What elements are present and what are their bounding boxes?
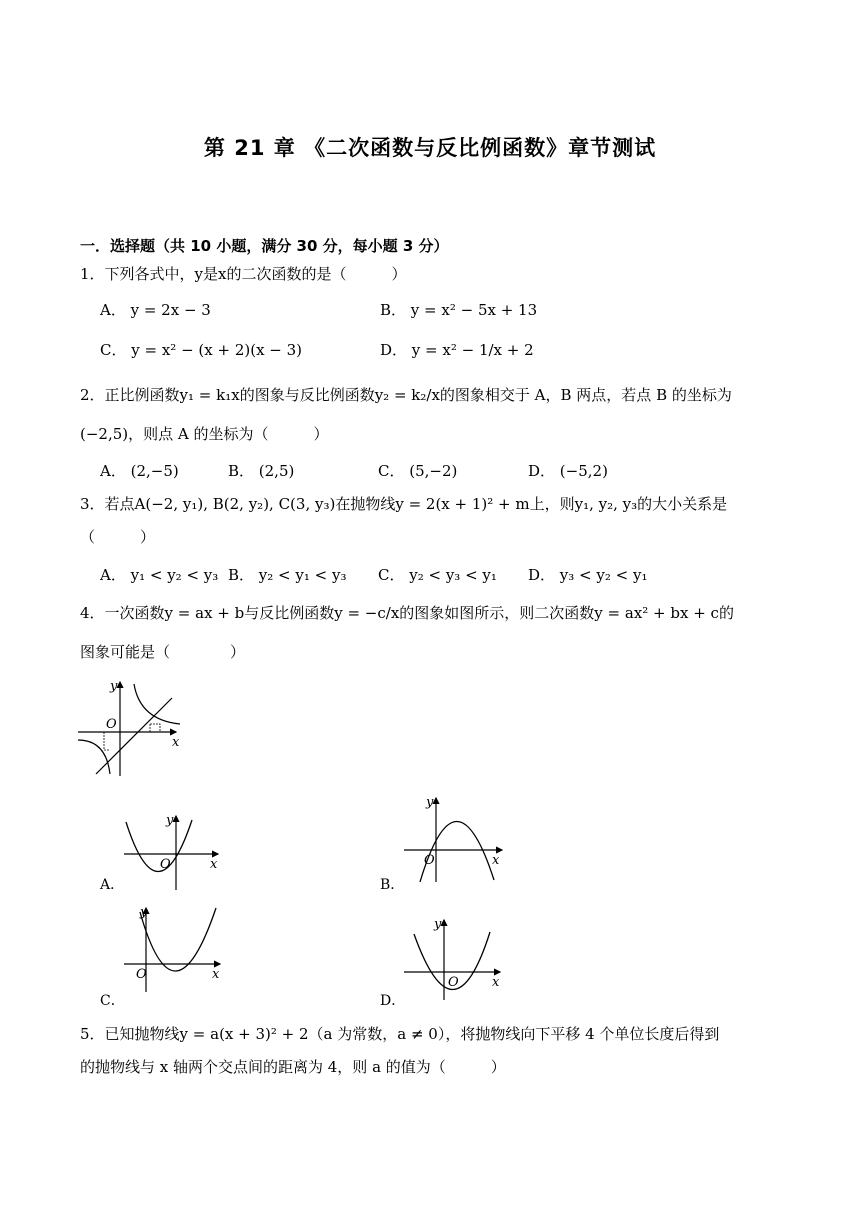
q3-stem-line1: 3．若点A(−2, y₁), B(2, y₂), C(3, y₃)在抛物线y = 2(x + 1)² + m上，则y₁, y₂, y₃的大小关系是 bbox=[80, 495, 728, 513]
page-title: 第 21 章 《二次函数与反比例函数》章节测试 bbox=[203, 136, 657, 160]
svg-text:x: x bbox=[492, 975, 500, 990]
q2-option-a: A． (2,−5) bbox=[100, 462, 179, 480]
q3-option-d: D． y₃ < y₂ < y₁ bbox=[528, 566, 648, 584]
q2-option-d: D． (−5,2) bbox=[528, 462, 608, 480]
q3-option-c: C． y₂ < y₃ < y₁ bbox=[378, 566, 497, 584]
line-graph bbox=[96, 698, 172, 774]
svg-text:y: y bbox=[426, 795, 434, 810]
parabola bbox=[420, 821, 494, 882]
svg-text:x: x bbox=[492, 853, 500, 868]
parabola bbox=[140, 908, 216, 971]
x-axis-label: x bbox=[172, 735, 180, 750]
q4-label-b: B． bbox=[380, 877, 405, 893]
q4-label-a: A． bbox=[100, 877, 125, 893]
svg-text:x: x bbox=[212, 967, 220, 982]
q4-stem-line1: 4．一次函数y = ax + b与反比例函数y = −c/x的图象如图所示，则二次函数y = ax² + bx + c的 bbox=[80, 604, 734, 622]
q4-option-b-graph bbox=[400, 792, 510, 884]
y-axis-label: y bbox=[110, 679, 118, 694]
q3-stem-line2: （ ） bbox=[80, 528, 156, 546]
svg-text:y: y bbox=[140, 905, 148, 920]
q4-option-c-graph bbox=[120, 902, 230, 994]
svg-text:y: y bbox=[166, 813, 174, 828]
svg-text:O: O bbox=[136, 967, 147, 982]
q4-option-a-graph bbox=[120, 812, 224, 892]
q1-option-b: B． y = x² − 5x + 13 bbox=[380, 301, 538, 319]
svg-text:O: O bbox=[424, 853, 435, 868]
q5-stem-line2: 的抛物线与 x 轴两个交点间的距离为 4，则 a 的值为（ ） bbox=[80, 1058, 506, 1076]
q2-option-c: C． (5,−2) bbox=[378, 462, 458, 480]
q5-stem-line1: 5．已知抛物线y = a(x + 3)² + 2（a 为常数，a ≠ 0），将抛物线向下平移 4 个单位长度后得到 bbox=[80, 1025, 720, 1043]
q1-option-d: D． y = x² − 1/x + 2 bbox=[380, 341, 534, 359]
q1-stem: 1．下列各式中，y是x的二次函数的是（ ） bbox=[80, 265, 407, 283]
q4-label-c: C． bbox=[100, 993, 125, 1009]
q2-stem-line2: (−2,5)，则点 A 的坐标为（ ） bbox=[80, 425, 329, 443]
section-heading: 一．选择题（共 10 小题，满分 30 分，每小题 3 分） bbox=[80, 237, 449, 255]
hyperbola-branch bbox=[134, 684, 180, 724]
parabola bbox=[126, 820, 192, 872]
q3-option-a: A． y₁ < y₂ < y₃ bbox=[100, 566, 219, 584]
q4-option-d-graph bbox=[400, 916, 510, 1002]
q4-label-d: D． bbox=[380, 993, 406, 1009]
svg-text:x: x bbox=[210, 857, 218, 872]
svg-text:y: y bbox=[434, 917, 442, 932]
q2-option-b: B． (2,5) bbox=[228, 462, 295, 480]
svg-text:O: O bbox=[160, 857, 171, 872]
q1-option-a: A． y = 2x − 3 bbox=[100, 301, 211, 319]
q4-given-graph bbox=[76, 676, 188, 780]
svg-text:O: O bbox=[448, 975, 459, 990]
q3-option-b: B． y₂ < y₁ < y₃ bbox=[228, 566, 347, 584]
q2-stem-line1: 2．正比例函数y₁ = k₁x的图象与反比例函数y₂ = k₂/x的图象相交于 A，B 两点，若点 B 的坐标为 bbox=[80, 386, 732, 404]
q4-stem-line2: 图象可能是（ ） bbox=[80, 643, 246, 661]
q1-option-c: C． y = x² − (x + 2)(x − 3) bbox=[100, 341, 303, 359]
hyperbola-branch bbox=[78, 740, 110, 774]
origin-label: O bbox=[106, 717, 117, 732]
